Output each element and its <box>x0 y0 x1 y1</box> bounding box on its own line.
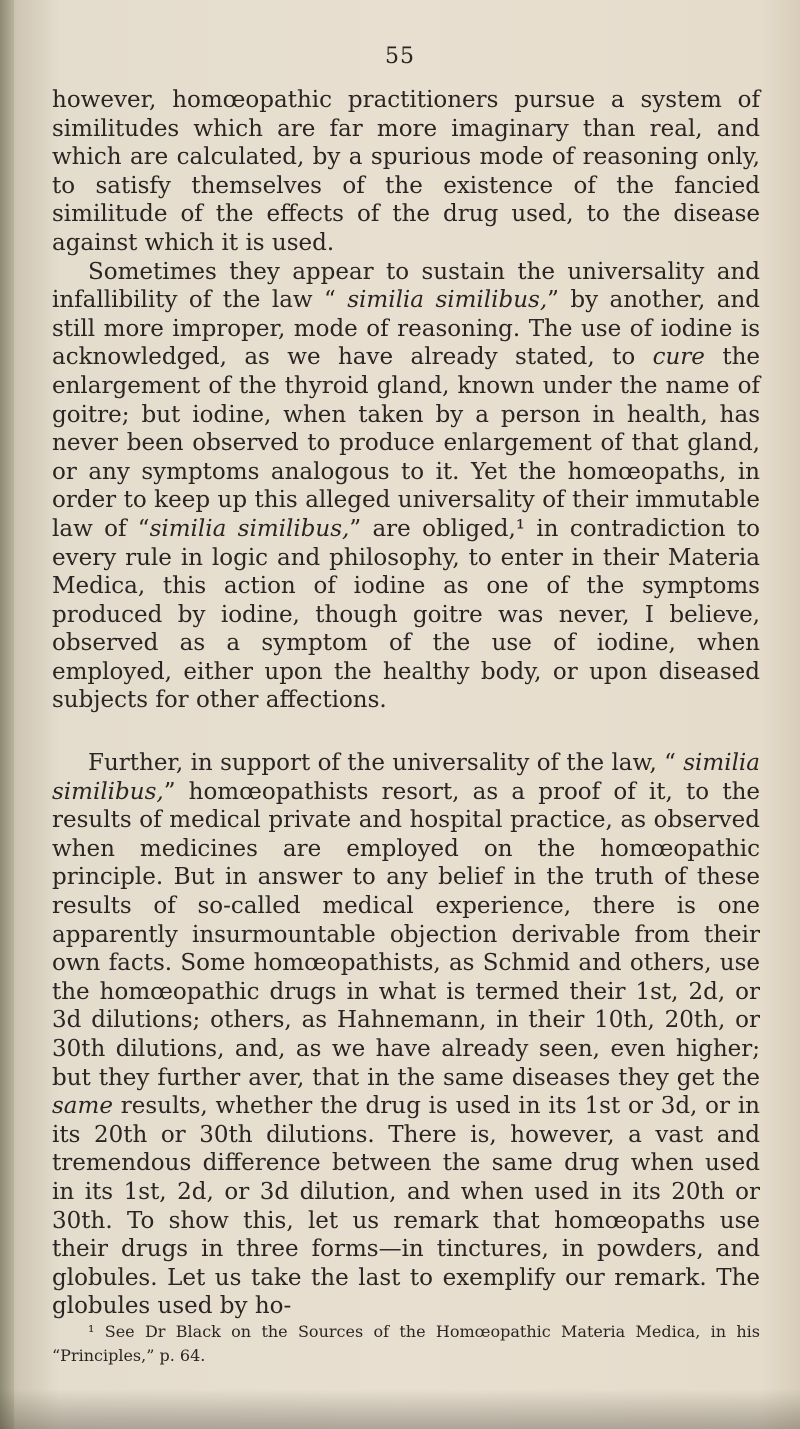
italic-text: similia similibus, <box>52 750 760 805</box>
italic-text: same <box>52 1093 113 1120</box>
text-segment: results, whether the drug is used in its 1st or 3d, or in its 20th or 30th dilutions. There is, however, a vast and tremendous difference between the same drug when used in its 1st, 2d, or 3d dilution, and when used in its 20th or 30th. To show this, let us remark that homœopaths use their drugs in three forms—in tinctures, in powders, and globules. Let us take the last to exemplify our remark. The globules used by ho- <box>52 1093 760 1320</box>
text-segment: the enlargement of the thyroid gland, known under the name of goitre; but iodine, when taken by a person in health, has never been observed to produce enlargement of that gland, or any symptoms analogous to it. Yet the homœopaths, in order to keep up this alleged universality of their immutable law of “ <box>52 344 760 542</box>
paragraph <box>52 258 760 716</box>
text-segment: ” are obliged,¹ in contradiction to every rule in logic and philosophy, to enter in their Materia Medica, this action of iodine as one of the symptoms produced by iodine, though goitre was never, I believe, observed as a symptom of the use of iodine, when employed, either upon the healthy body, or upon diseased subjects for other affections. <box>52 515 760 714</box>
italic-text: cure <box>652 344 705 371</box>
text-segment: Sometimes they appear to sustain the universality and infallibility of the law “ <box>52 258 760 314</box>
italic-text: similia similibus, <box>347 287 548 314</box>
body-text <box>52 86 760 1321</box>
text-segment: ” homœopathists resort, as a proof of it, to the results of medical private and hospital practice, as observed when medicines are employed on the homœopathic principle. But in answer to any belief in the truth of these results of so-called medical experience, there is one apparently insurmountable objection derivable from their own facts. Some homœopathists, as Schmid and others, use the homœopathic drugs in what is termed their 1st, 2d, or 3d dilutions; others, as Hahnemann, in their 10th, 20th, or 30th dilutions, and, as we have already seen, even higher; but they further aver, that in the same diseases they get the <box>52 778 760 1091</box>
page-number: 55 <box>385 44 415 69</box>
text-segment: Further, in support of the universality of the law, “ <box>88 750 684 777</box>
text-segment: however, homœopathic practitioners pursue a system of similitudes which are far more imaginary than real, and which are calculated, by a spurious mode of reasoning only, to satisfy themselves of the existence of the fancied similitude of the effects of the drug used, to the disease against which it is used. <box>52 87 760 256</box>
footnote: ¹ See Dr Black on the Sources of the Homœopathic Materia Medica, in his “Principles,” p. 64. <box>52 1322 760 1365</box>
text-segment: ” by another, and still more improper, mode of reasoning. The use of iodine is acknowledged, as we have already stated, to <box>52 287 761 371</box>
paragraph <box>52 749 760 1321</box>
page-bottom-shadow <box>0 1389 800 1429</box>
page-gutter-shadow <box>0 0 14 1429</box>
italic-text: similia similibus, <box>149 515 350 542</box>
paragraph <box>52 86 760 258</box>
